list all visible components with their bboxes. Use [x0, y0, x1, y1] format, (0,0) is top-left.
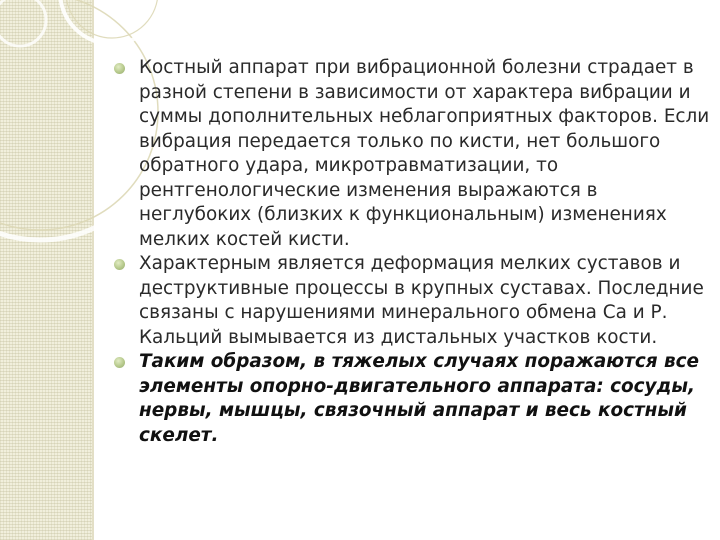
bullet-dot-icon	[114, 63, 125, 74]
bullet-dot-icon	[114, 357, 125, 368]
bullet-text: Костный аппарат при вибрационной болезни страдает в разной степени в зависимости от характера вибрации и суммы дополнительных неблагоприятных факторов. Если вибрация передается только по кисти, нет большого обратного удара, микротравматизации, то рентгенологические изменения выражаются в неглубоких (близких к функциональным) изменениях мелких костей кисти.	[139, 57, 710, 250]
decorative-side-band	[0, 0, 92, 540]
bullet-text: Характерным является деформация мелких суставов и деструктивные процессы в крупных суставах. Последние связаны с нарушениями минерального обмена Са и Р. Кальций вымывается из дистальных участков кости.	[139, 253, 704, 348]
slide-content	[114, 56, 714, 448]
band-divider	[92, 0, 94, 540]
bullet-text: Таким образом, в тяжелых случаях поражаются все элементы опорно-двигательного аппарата: сосуды, нервы, мышцы, связочный аппарат и весь костный скелет.	[139, 351, 699, 446]
bullet-dot-icon	[114, 259, 125, 270]
bullet-item-emphasis	[114, 350, 714, 448]
bullet-item	[114, 252, 714, 350]
bullet-item	[114, 56, 714, 252]
